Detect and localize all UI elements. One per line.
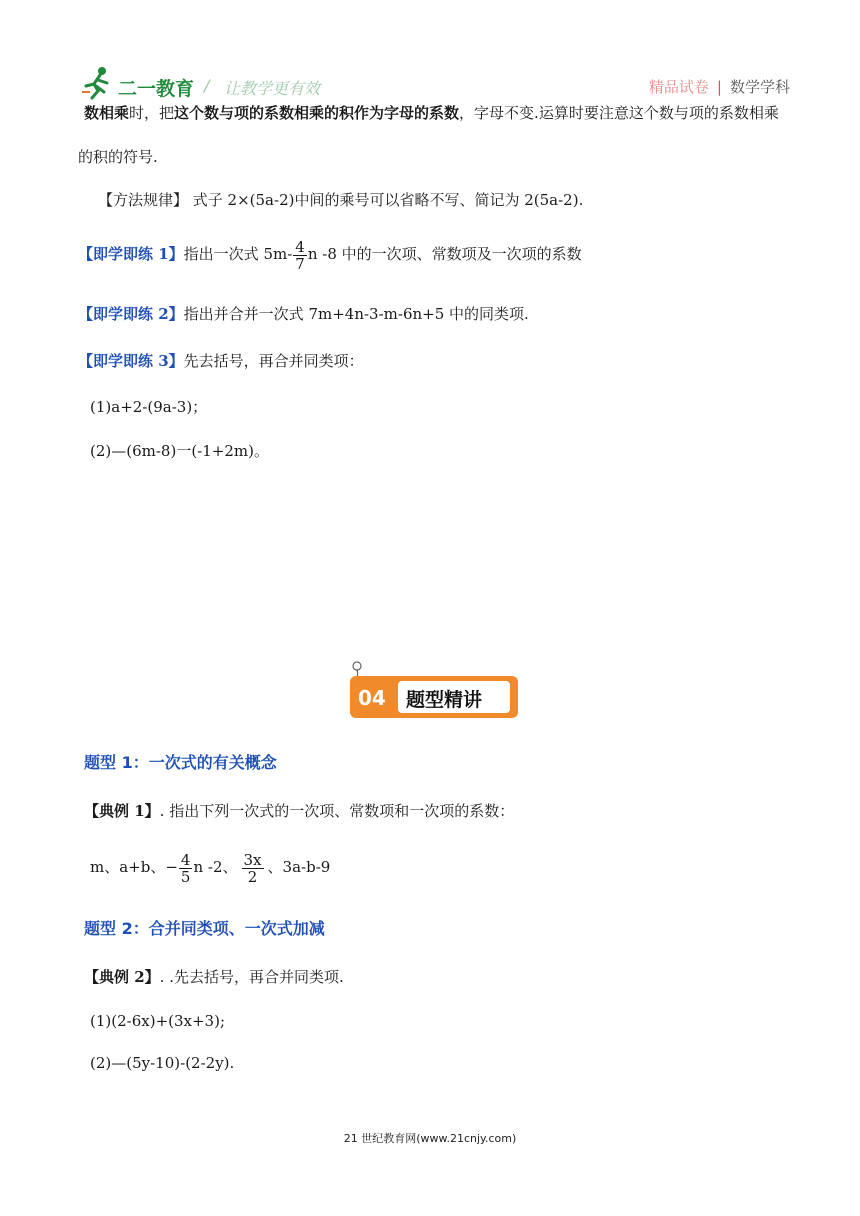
example-2	[84, 966, 344, 988]
text: 先去括号，再合并同类项：	[183, 352, 364, 370]
footer: 21 世纪教育网(www.21cnjy.com)	[343, 1132, 517, 1145]
denominator: 7	[295, 254, 305, 273]
text: . .先去括号，再合并同类项.	[159, 968, 344, 986]
numerator: 4	[295, 237, 305, 256]
method-text: 式子 2×(5a-2)中间的乘号可以省略不写、简记为 2(5a-2).	[188, 191, 584, 209]
example-1-expression	[90, 847, 330, 887]
text: n -2、	[193, 858, 238, 876]
example-2-item-2: (2)—(5y-10)-(2-2y).	[90, 1054, 235, 1072]
fraction	[179, 852, 193, 885]
practice-label: 【即学即练 3】	[78, 352, 184, 370]
practice-1	[78, 236, 582, 272]
premium-label: 精品试卷	[648, 78, 709, 96]
text: ，字母不变.运算时要注意这个数与项的系数相乘	[459, 104, 779, 122]
numerator: 4	[180, 850, 191, 869]
type-2-title: 题型 2：合并同类项、一次式加减	[84, 919, 325, 938]
denominator: 5	[180, 867, 191, 886]
subject-label: 数学学科	[729, 78, 790, 96]
banner-number: 04	[358, 686, 386, 710]
header	[80, 64, 790, 104]
slogan: 让教学更有效	[224, 79, 321, 98]
method-label: 【方法规律】	[98, 191, 189, 209]
method-rule	[98, 189, 583, 211]
text: 时，把	[129, 104, 175, 122]
paragraph-rule	[84, 102, 779, 124]
header-separator: |	[716, 78, 722, 96]
text: 指出并合并一次式 7m+4n-3-m-6n+5 中的同类项.	[183, 305, 529, 323]
header-right	[649, 76, 790, 97]
practice-2	[78, 303, 529, 325]
example-label: 【典例 2】	[84, 968, 160, 986]
section-banner	[344, 656, 520, 722]
fraction	[242, 852, 264, 885]
text: 指出一次式 5m-	[183, 245, 293, 263]
practice-3	[78, 350, 364, 372]
runner-logo-icon	[80, 66, 116, 100]
text: n -8 中的一次项、常数项及一次项的系数	[307, 245, 582, 263]
bold-text: 这个数与项的系数相乘的积作为字母的系数	[174, 104, 460, 122]
example-label: 【典例 1】	[84, 802, 160, 820]
bold-text: 数相乘	[84, 104, 130, 122]
text: . 指出下列一次式的一次项、常数项和一次项的系数：	[159, 802, 515, 820]
numerator: 3x	[243, 850, 262, 869]
denominator: 2	[247, 867, 258, 886]
slogan-slash: /	[204, 76, 210, 95]
text: 、3a-b-9	[267, 858, 331, 876]
banner-title: 题型精讲	[406, 689, 483, 711]
example-2-item-1: (1)(2-6x)+(3x+3);	[90, 1012, 226, 1030]
practice-3-item-1: (1)a+2-(9a-3)；	[90, 398, 208, 416]
brand-name: 二一教育	[118, 78, 195, 100]
practice-label: 【即学即练 2】	[78, 305, 184, 323]
minus-sign: −	[165, 858, 178, 876]
paragraph-rule-line2: 的积的符号.	[78, 148, 158, 166]
practice-label: 【即学即练 1】	[78, 245, 184, 263]
text: m、a+b、	[90, 858, 166, 876]
example-1	[84, 800, 514, 822]
type-1-title: 题型 1：一次式的有关概念	[84, 753, 277, 772]
practice-3-item-2: (2)—(6m-8)一(-1+2m)。	[90, 442, 269, 460]
fraction	[293, 239, 307, 272]
